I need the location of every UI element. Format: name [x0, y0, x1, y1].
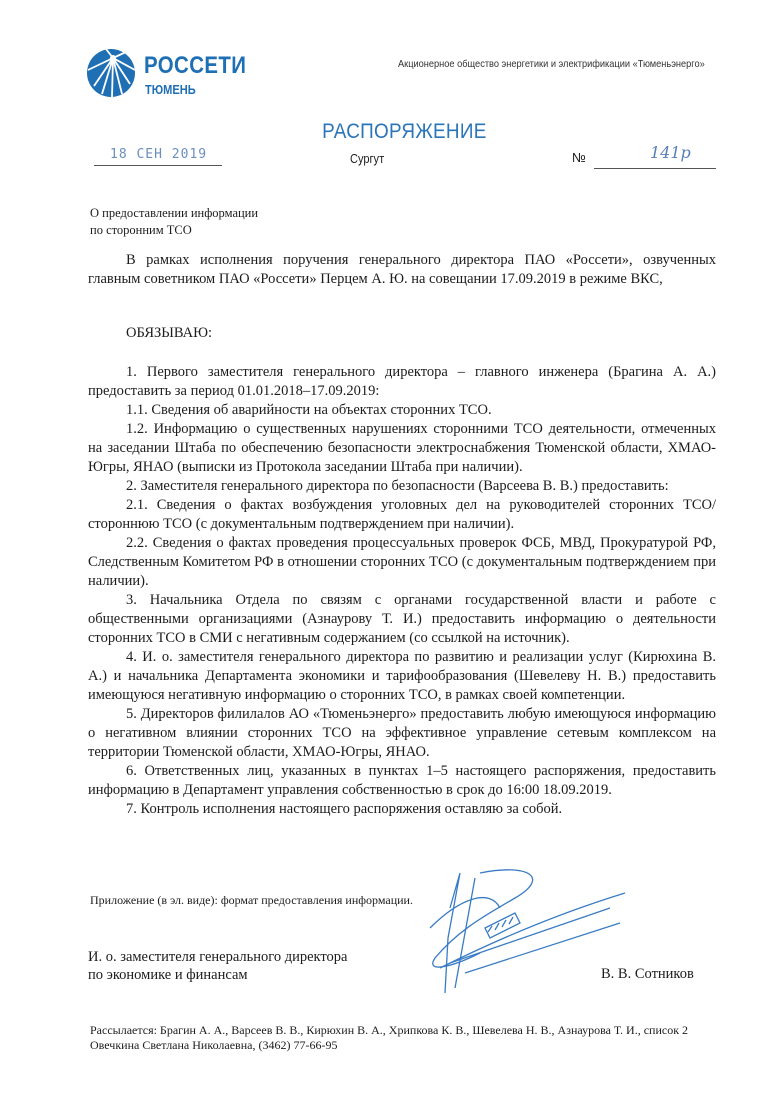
logo-city: ТЮМЕНЬ [145, 82, 196, 97]
document-number: 141р [650, 143, 691, 162]
distribution-block [90, 1023, 730, 1053]
document-subject [90, 205, 258, 239]
logo-name: РОССЕТИ [144, 52, 247, 79]
handwritten-signature [420, 868, 630, 998]
distribution-list: Рассылается: Брагин А. А., Варсеев В. В., Кирюхин В. А., Хрипкова К. В., Шевелева Н. В., Азнаурова Т. И., список 2 [90, 1023, 689, 1037]
order-item: 2.2. Сведения о фактах проведения процессуальных проверок ФСБ, МВД, Прокуратурой РФ, Следственным Комитетом РФ в отношении сторонних ТСО (с документальным подтверждением при наличии). [88, 535, 716, 589]
date-stamp: 18 СЕН 2019 [94, 147, 222, 166]
signer-title-line: по экономике и финансам [88, 967, 248, 983]
subject-line: по сторонним ТСО [90, 223, 192, 237]
number-label: № [572, 150, 586, 165]
order-item: 1. Первого заместителя генерального директора – главного инженера (Брагина А. А.) предоставить за период 01.01.2018–17.09.2019: [88, 364, 716, 399]
document-title [0, 120, 760, 144]
order-item: 2.1. Сведения о фактах возбуждения уголовных дел на руководителей сторонних ТСО/стороннюю ТСО (с документальным подтверждением при наличии). [88, 497, 716, 532]
order-item: 2. Заместителя генерального директора по безопасности (Варсеева В. В.) предоставить: [126, 478, 669, 494]
order-item: 4. И. о. заместителя генерального директора по развитию и реализации услуг (Кирюхина В. А.) и начальника Департамента экономики и тарифообразования (Шевелеву Н. В.) предоставить имеющуюся негативную информацию о сторонних ТСО, в рамках своей компетенции. [88, 649, 716, 703]
order-item: 7. Контроль исполнения настоящего распоряжения оставляю за собой. [126, 801, 563, 817]
intro-paragraph: В рамках исполнения поручения генерального директора ПАО «Россети», озвученных главным советником ПАО «Россети» Перцем А. Ю. на совещании 17.09.2019 в режиме ВКС, [88, 252, 716, 287]
order-item: 3. Начальника Отдела по связям с органами государственной власти и работе с общественными организациями (Азнаурову Т. И.) предоставить информацию о деятельности сторонних ТСО в СМИ с негативным содержанием (со ссылкой на источник). [88, 592, 716, 646]
order-item: 6. Ответственных лиц, указанных в пунктах 1–5 настоящего распоряжения, предоставить информацию в Департамент управления собственностью в срок до 16:00 18.09.2019. [88, 763, 716, 798]
order-item: 1.1. Сведения об аварийности на объектах сторонних ТСО. [126, 402, 492, 418]
appendix-note: Приложение (в эл. виде): формат предоставления информации. [90, 893, 413, 907]
executor-contact: Овечкина Светлана Николаевна, (3462) 77-66-95 [90, 1038, 338, 1052]
order-item: 1.2. Информацию о существенных нарушениях сторонними ТСО деятельности, отмеченных на заседании Штаба по обеспечению безопасности электроснабжения Тюменской области, ХМАО-Югры, ЯНАО (выписки из Протокола заседании Штаба при наличии). [88, 421, 716, 475]
obligate-heading: ОБЯЗЫВАЮ: [126, 325, 213, 341]
number-underline [594, 168, 716, 169]
rosseti-logo-icon [86, 48, 136, 98]
order-item: 5. Директоров филилалов АО «Тюменьэнерго» предоставить любую имеющуюся информацию о негативном влиянии сторонних ТСО на эффективное управление сетевым комплексом на территории Тюменской области, ХМАО-Югры, ЯНАО. [88, 706, 716, 760]
document-title-text: РАСПОРЯЖЕНИЕ [321, 120, 487, 143]
signer-name: В. В. Сотников [601, 966, 694, 982]
signer-title-line: И. о. заместителя генерального директора [88, 949, 348, 965]
order-items [88, 363, 716, 819]
subject-line: О предоставлении информации [90, 206, 259, 220]
signer-title [88, 948, 347, 984]
document-city: Сургут [350, 151, 385, 166]
company-name: Акционерное общество энергетики и электрификации «Тюменьэнерго» [398, 58, 705, 70]
